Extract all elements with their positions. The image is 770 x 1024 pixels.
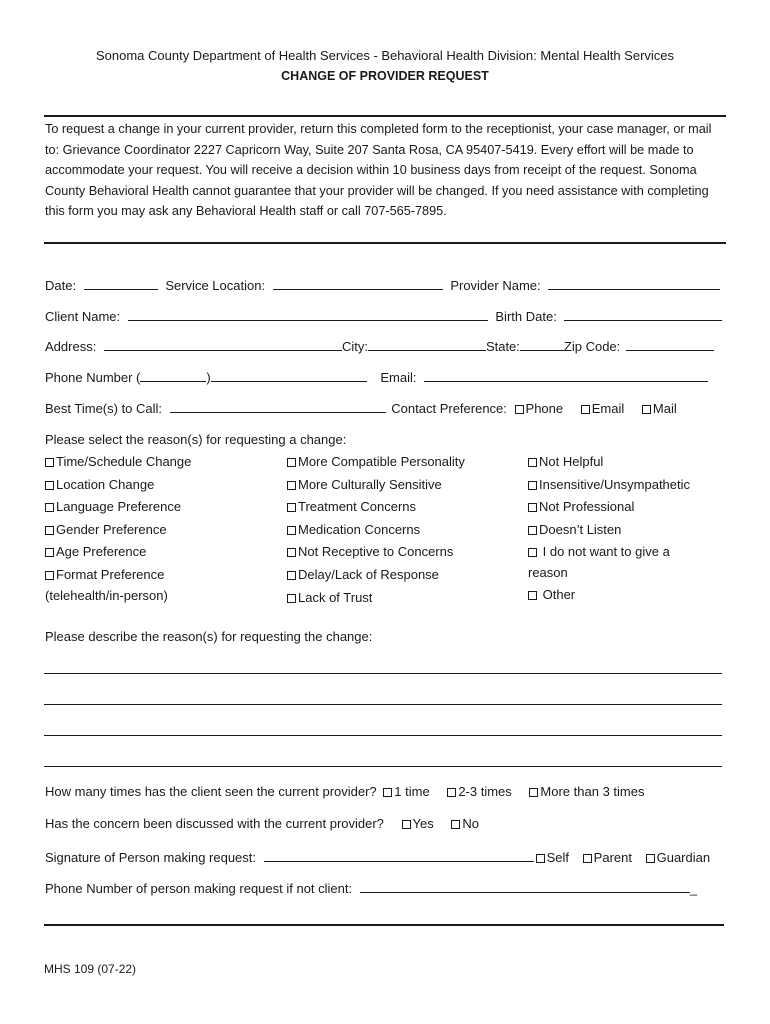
phone-label: Phone Number ( — [45, 370, 141, 385]
reason-format-detail: (telehealth/in-person) — [45, 588, 168, 603]
checkbox-icon[interactable] — [528, 458, 537, 467]
signature-label: Signature of Person making request: — [45, 850, 257, 865]
reason-label: Format Preference — [56, 567, 165, 582]
state-field[interactable] — [520, 338, 564, 351]
requester-phone-label: Phone Number of person making request if not client: — [45, 881, 353, 896]
checkbox-icon[interactable] — [528, 591, 537, 600]
zip-label: Zip Code: — [563, 339, 621, 354]
reason-location[interactable] — [45, 477, 154, 492]
reason-delay[interactable] — [287, 567, 439, 582]
discussed-no-checkbox[interactable] — [451, 820, 460, 829]
reason-not-helpful[interactable] — [528, 454, 603, 469]
describe-line-4[interactable] — [44, 766, 722, 767]
phone-row — [45, 369, 708, 385]
visits-2-3-checkbox[interactable] — [447, 788, 456, 797]
birth-date-field[interactable] — [564, 308, 722, 321]
checkbox-icon[interactable] — [287, 526, 296, 535]
guardian-checkbox[interactable] — [646, 854, 655, 863]
self-checkbox[interactable] — [536, 854, 545, 863]
reason-label: Doesn’t Listen — [539, 522, 622, 537]
intro-paragraph: To request a change in your current provider, return this completed form to the receptionist, your case manager, or mail to: Grievance Coordinator 2227 Capricorn Way, Suite 207 Santa Rosa, CA 95407-5419. Every effort will be made to accommodate your request. You will receive a decision within 10 business days from receipt of the request. Sonoma County Behavioral Health cannot guarantee that your provider will be changed. If you need assistance with completing this form you may ask any Behavioral Health staff or call 707-565-7895. — [45, 122, 712, 219]
reason-label: I do not want to give a — [539, 544, 670, 559]
contact-mail-checkbox[interactable] — [642, 405, 651, 414]
describe-line-1[interactable] — [44, 673, 722, 674]
reason-format[interactable] — [45, 567, 164, 582]
zip-field[interactable] — [626, 338, 714, 351]
address-row — [45, 338, 714, 354]
reason-label: Not Helpful — [539, 454, 604, 469]
best-time-field[interactable] — [170, 400, 386, 413]
checkbox-icon[interactable] — [45, 481, 54, 490]
guardian-label: Guardian — [656, 850, 711, 865]
reason-lack-of-trust[interactable] — [287, 590, 372, 605]
requester-phone-field[interactable] — [360, 880, 690, 893]
reason-doesnt-listen[interactable] — [528, 522, 621, 537]
visits-3-plus-checkbox[interactable] — [529, 788, 538, 797]
checkbox-icon[interactable] — [287, 481, 296, 490]
requester-phone-tail: _ — [689, 881, 697, 896]
describe-prompt: Please describe the reason(s) for requesting the change: — [45, 629, 373, 644]
intro-bottom-rule — [44, 242, 726, 244]
date-row — [45, 277, 720, 293]
reason-other[interactable] — [528, 587, 575, 602]
checkbox-icon[interactable] — [45, 571, 54, 580]
reasons-prompt: Please select the reason(s) for requesting a change: — [45, 432, 347, 447]
reason-label: Time/Schedule Change — [56, 454, 192, 469]
contact-mail-label: Mail — [652, 401, 677, 416]
checkbox-icon[interactable] — [287, 458, 296, 467]
requester-phone-row — [45, 880, 697, 896]
provider-name-field[interactable] — [548, 277, 720, 290]
state-label: State: — [485, 339, 520, 354]
reason-age[interactable] — [45, 544, 146, 559]
checkbox-icon[interactable] — [45, 458, 54, 467]
reason-culturally-sensitive[interactable] — [287, 477, 442, 492]
reason-time-schedule[interactable] — [45, 454, 191, 469]
checkbox-icon[interactable] — [287, 548, 296, 557]
reason-label: More Culturally Sensitive — [298, 477, 442, 492]
checkbox-icon[interactable] — [528, 481, 537, 490]
discussed-yes-label: Yes — [412, 816, 434, 831]
reason-compatible-personality[interactable] — [287, 454, 465, 469]
phone-paren: ) — [206, 370, 211, 385]
self-label: Self — [546, 850, 570, 865]
checkbox-icon[interactable] — [287, 571, 296, 580]
contact-email-label: Email — [591, 401, 625, 416]
checkbox-icon[interactable] — [45, 526, 54, 535]
reason-label: Location Change — [56, 477, 155, 492]
reason-label: More Compatible Personality — [298, 454, 465, 469]
reason-language[interactable] — [45, 499, 181, 514]
checkbox-icon[interactable] — [287, 503, 296, 512]
reason-label: Medication Concerns — [298, 522, 421, 537]
reason-label: Not Professional — [539, 499, 635, 514]
city-label: City: — [341, 339, 368, 354]
reason-decline-cont: reason — [528, 565, 568, 580]
best-time-label: Best Time(s) to Call: — [45, 401, 163, 416]
reason-label: Language Preference — [56, 499, 182, 514]
reason-label: Gender Preference — [56, 522, 167, 537]
client-row — [45, 308, 722, 324]
checkbox-icon[interactable] — [528, 548, 537, 557]
reason-decline[interactable] — [528, 544, 670, 559]
signature-field[interactable] — [264, 849, 534, 862]
client-name-field[interactable] — [128, 308, 488, 321]
reason-treatment[interactable] — [287, 499, 416, 514]
reason-label: Not Receptive to Concerns — [298, 544, 454, 559]
contact-phone-label: Phone — [525, 401, 564, 416]
discussed-row — [45, 816, 479, 831]
describe-line-3[interactable] — [44, 735, 722, 736]
visits-3-plus-label: More than 3 times — [540, 784, 645, 799]
discussed-question: Has the concern been discussed with the current provider? — [45, 816, 384, 831]
reason-label: Delay/Lack of Response — [298, 567, 439, 582]
visits-1-label: 1 time — [394, 784, 430, 799]
contact-pref-label: Contact Preference: — [391, 401, 507, 416]
parent-checkbox[interactable] — [583, 854, 592, 863]
service-location-label: Service Location: — [165, 278, 266, 293]
reason-gender[interactable] — [45, 522, 167, 537]
visits-question: How many times has the client seen the current provider? — [45, 784, 377, 799]
bottom-rule — [44, 924, 724, 926]
contact-email-checkbox[interactable] — [581, 405, 590, 414]
signature-row — [45, 849, 710, 865]
discussed-yes-checkbox[interactable] — [402, 820, 411, 829]
phone-field[interactable] — [211, 369, 367, 382]
discussed-no-label: No — [462, 816, 480, 831]
visits-2-3-label: 2-3 times — [458, 784, 512, 799]
department-header: Sonoma County Department of Health Services - Behavioral Health Division: Mental Health Services — [95, 48, 675, 63]
visits-1-checkbox[interactable] — [383, 788, 392, 797]
area-code-field[interactable] — [140, 369, 206, 382]
reason-label: Treatment Concerns — [298, 499, 417, 514]
reason-not-professional[interactable] — [528, 499, 634, 514]
checkbox-icon[interactable] — [45, 548, 54, 557]
checkbox-icon[interactable] — [528, 526, 537, 535]
best-time-row — [45, 400, 677, 416]
email-label: Email: — [380, 370, 417, 385]
email-field[interactable] — [424, 369, 708, 382]
checkbox-icon[interactable] — [45, 503, 54, 512]
reason-label: Other — [539, 587, 576, 602]
reason-medication[interactable] — [287, 522, 420, 537]
date-label: Date: — [45, 278, 77, 293]
reason-insensitive[interactable] — [528, 477, 690, 492]
address-field[interactable] — [104, 338, 342, 351]
date-field[interactable] — [84, 277, 158, 290]
reason-label: Age Preference — [56, 544, 147, 559]
city-field[interactable] — [368, 338, 486, 351]
reason-label: Lack of Trust — [298, 590, 373, 605]
top-rule — [44, 115, 726, 117]
service-location-field[interactable] — [273, 277, 443, 290]
birth-date-label: Birth Date: — [495, 309, 557, 324]
address-label: Address: — [45, 339, 97, 354]
describe-line-2[interactable] — [44, 704, 722, 705]
visits-row — [45, 784, 644, 799]
checkbox-icon[interactable] — [287, 594, 296, 603]
reason-not-receptive[interactable] — [287, 544, 453, 559]
reason-label: Insensitive/Unsympathetic — [539, 477, 691, 492]
form-number: MHS 109 (07-22) — [44, 962, 137, 976]
checkbox-icon[interactable] — [528, 503, 537, 512]
provider-name-label: Provider Name: — [450, 278, 541, 293]
parent-label: Parent — [593, 850, 632, 865]
form-title: CHANGE OF PROVIDER REQUEST — [281, 69, 489, 83]
contact-phone-checkbox[interactable] — [515, 405, 524, 414]
client-name-label: Client Name: — [45, 309, 121, 324]
